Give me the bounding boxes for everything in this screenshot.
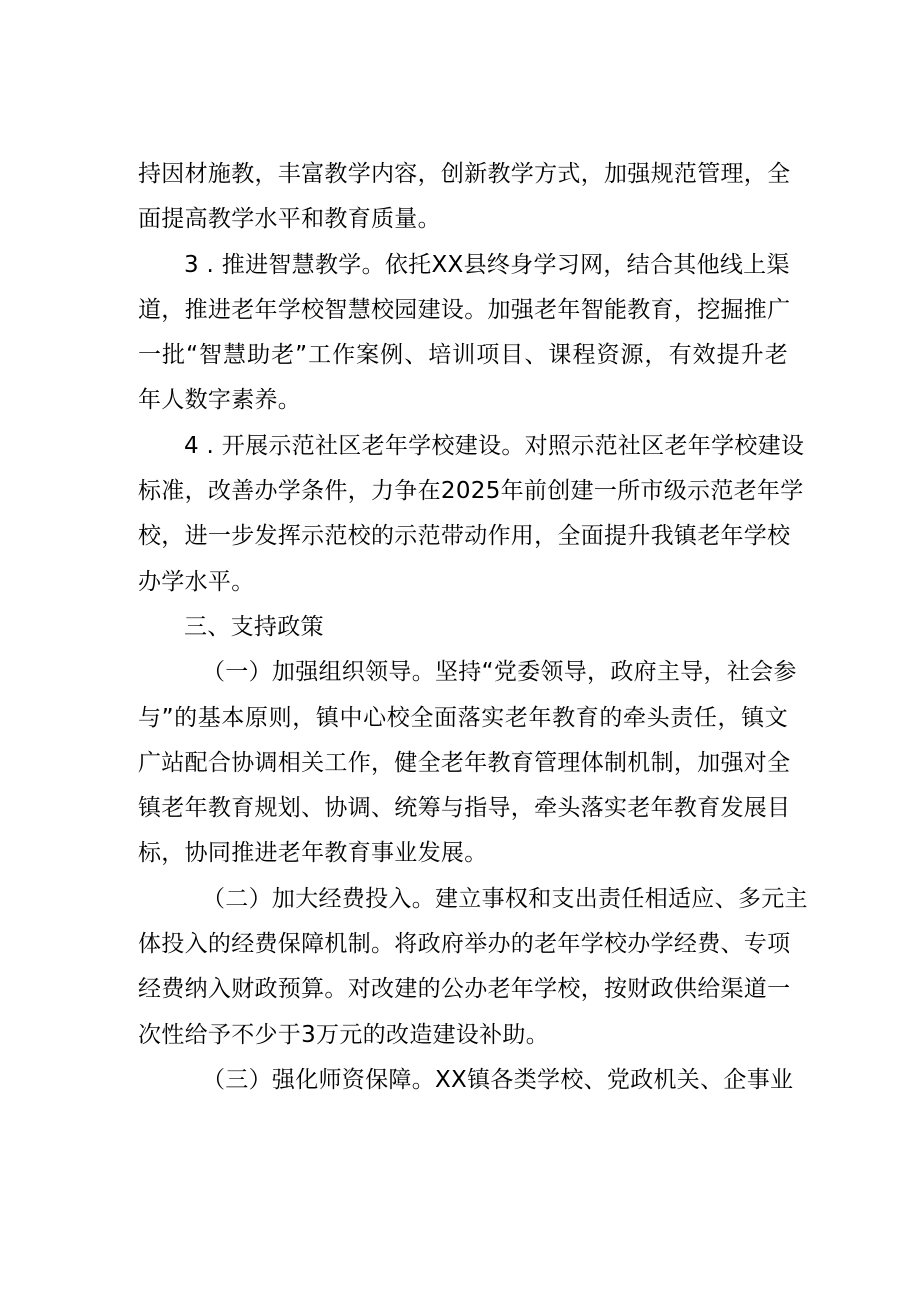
subsection-1-title: （一）加强组织领导。坚持“党委领导，政府主导，社会参 xyxy=(202,659,797,686)
body-text xyxy=(138,152,808,1103)
text-line: 体投入的经费保障机制。将政府举办的老年学校办学经费、专项 xyxy=(138,931,791,958)
subsection-2-title: （二）加大经费投入。建立事权和支出责任相适应、多元主 xyxy=(202,885,808,912)
text-line: 经费纳入财政预算。对改建的公办老年学校，按财政供给渠道一 xyxy=(138,976,791,1003)
item-3-title: 3 . 推进智慧教学。依托XX县终身学习网，结合其他线上渠 xyxy=(184,251,790,278)
text-line: 持因材施教，丰富教学内容，创新教学方式，加强规范管理，全 xyxy=(138,161,791,187)
text-line: 校，进一步发挥示范校的示范带动作用，全面提升我镇老年学校 xyxy=(138,523,791,550)
text-line: 广站配合协调相关工作，健全老年教育管理体制机制，加强对全 xyxy=(138,749,791,776)
text-line: 与”的基本原则，镇中心校全面落实老年教育的牵头责任，镇文 xyxy=(138,704,788,731)
text-line: 次性给予不少于3万元的改造建设补助。 xyxy=(138,1021,550,1048)
text-line: 镇老年教育规划、协调、统筹与指导，牵头落实老年教育发展目 xyxy=(138,795,791,822)
text-line: 一批“智慧助老”工作案例、培训项目、课程资源，有效提升老 xyxy=(138,342,788,369)
text-line: 年人数字素养。 xyxy=(138,387,302,414)
item-4-title: 4 . 开展示范社区老年学校建设。对照示范社区老年学校建设 xyxy=(184,432,805,459)
text-line: 办学水平。 xyxy=(138,568,255,595)
subsection-3-title: （三）强化师资保障。XX镇各类学校、党政机关、企事业 xyxy=(202,1066,794,1093)
text-line: 面提高教学水平和教育质量。 xyxy=(138,206,441,233)
text-line: 道，推进老年学校智慧校园建设。加强老年智能教育，挖掘推广 xyxy=(138,296,791,323)
text-line: 标准，改善办学条件，力争在2025年前创建一所市级示范老年学 xyxy=(138,478,804,505)
text-line: 标，协同推进老年教育事业发展。 xyxy=(138,840,488,867)
section-heading-support-policy: 三、支持政策 xyxy=(184,613,324,640)
